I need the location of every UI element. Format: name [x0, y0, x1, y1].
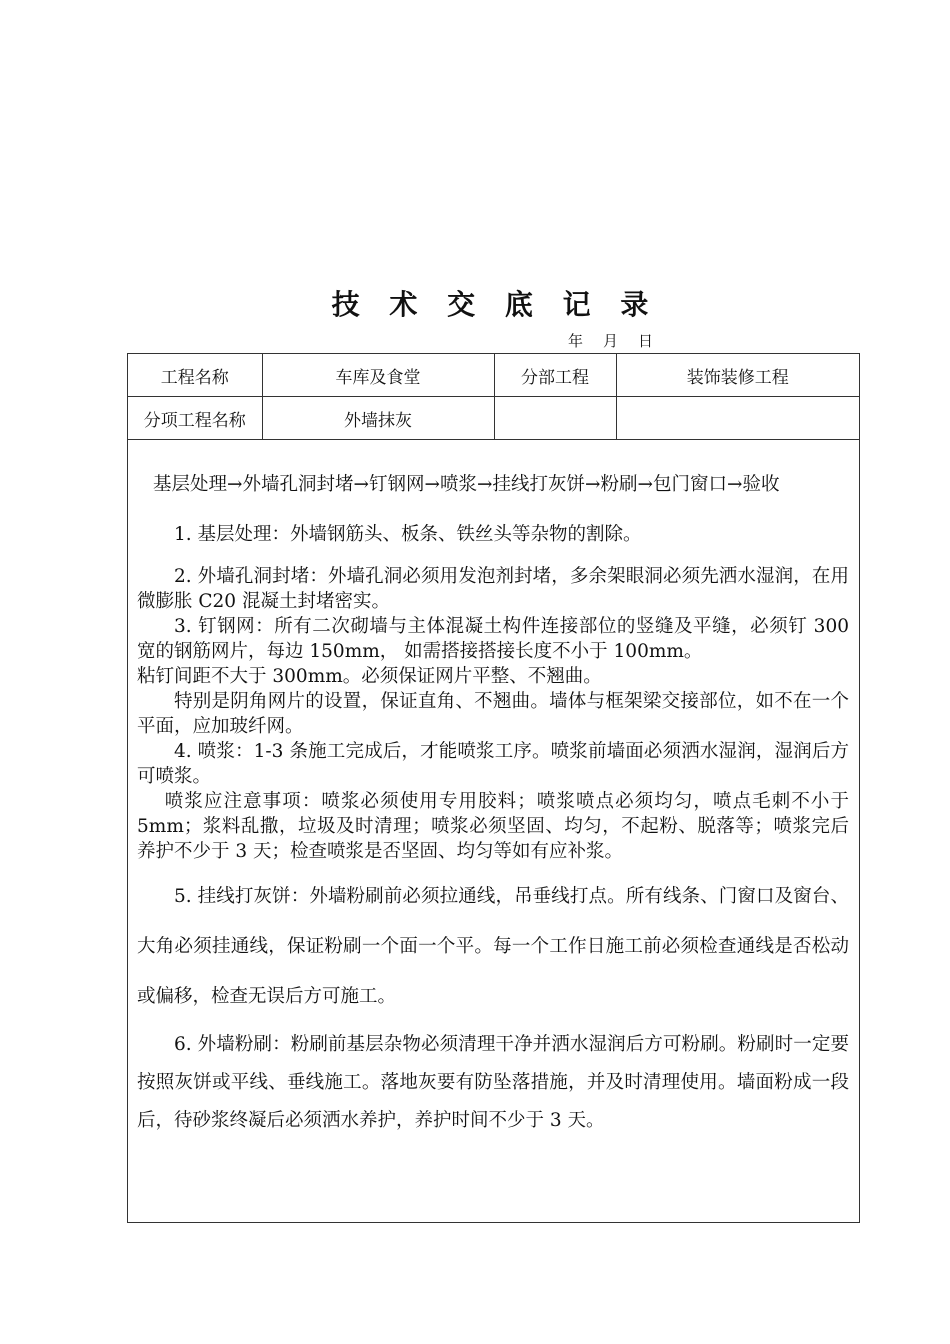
date-month: 月: [603, 332, 619, 350]
blank-cell-2: [616, 397, 859, 440]
paragraph-4b: 喷浆应注意事项：喷浆必须使用专用胶料；喷浆喷点必须均匀，喷点毛刺不小于 5mm；浆料乱撒，垃圾及时清理；喷浆必须坚固、均匀，不起粉、脱落等；喷浆完后养护不少于 3 天；检查喷浆是否坚固、均匀等如有应补浆。: [137, 791, 849, 862]
process-flow: 基层处理→外墙孔洞封堵→钉钢网→喷浆→挂线打灰饼→粉刷→包门窗口→验收: [153, 474, 780, 495]
document-title: 技 术 交 底 记 录: [331, 288, 659, 321]
subitem-name-label: 分项工程名称: [128, 397, 262, 440]
blank-cell-1: [494, 397, 616, 440]
project-name-label: 工程名称: [128, 354, 262, 397]
subitem-name-value: 外墙抹灰: [262, 397, 494, 440]
paragraph-3c: 特别是阴角网片的设置，保证直角、不翘曲。墙体与框架梁交接部位，如不在一个平面，应加玻纤网。: [137, 691, 849, 737]
header-table: [128, 354, 859, 440]
project-name-value: 车库及食堂: [262, 354, 494, 397]
date-year: 年: [568, 332, 584, 350]
paragraph-4: 4. 喷浆：1-3 条施工完成后，才能喷浆工序。喷浆前墙面必须洒水湿润，湿润后方可喷浆。: [137, 741, 849, 787]
paragraph-6: 6. 外墙粉刷：粉刷前基层杂物必须清理干净并洒水湿润后方可粉刷。粉刷时一定要按照灰饼或平线、垂线施工。落地灰要有防坠落措施，并及时清理使用。墙面粉成一段后，待砂浆终凝后必须洒水养护，养护时间不少于 3 天。: [137, 1034, 849, 1131]
paragraph-3: 3. 钉钢网：所有二次砌墙与主体混凝土构件连接部位的竖缝及平缝，必须钉 300 宽的钢筋网片，每边 150mm， 如需搭接搭接长度不小于 100mm。: [137, 616, 849, 662]
date-day: 日: [638, 332, 654, 350]
record-sheet: [127, 353, 860, 1223]
header-row-subitem: [128, 397, 859, 440]
paragraph-3b: 粘钉间距不大于 300mm。必须保证网片平整、不翘曲。: [137, 666, 602, 687]
paragraph-5: 5. 挂线打灰饼：外墙粉刷前必须拉通线，吊垂线打点。所有线条、门窗口及窗台、大角必须挂通线，保证粉刷一个面一个平。每一个工作日施工前必须检查通线是否松动或偏移，检查无误后方可施工。: [137, 886, 849, 1007]
division-value: 装饰装修工程: [616, 354, 859, 397]
division-label: 分部工程: [494, 354, 616, 397]
content-body: [128, 440, 859, 1140]
date-line: [568, 330, 673, 351]
paragraph-2: 2. 外墙孔洞封堵：外墙孔洞必须用发泡剂封堵，多余架眼洞必须先洒水湿润，在用微膨胀 C20 混凝土封堵密实。: [137, 566, 849, 612]
header-row-project: [128, 354, 859, 397]
paragraph-1: 1. 基层处理：外墙钢筋头、板条、铁丝头等杂物的割除。: [174, 524, 642, 545]
